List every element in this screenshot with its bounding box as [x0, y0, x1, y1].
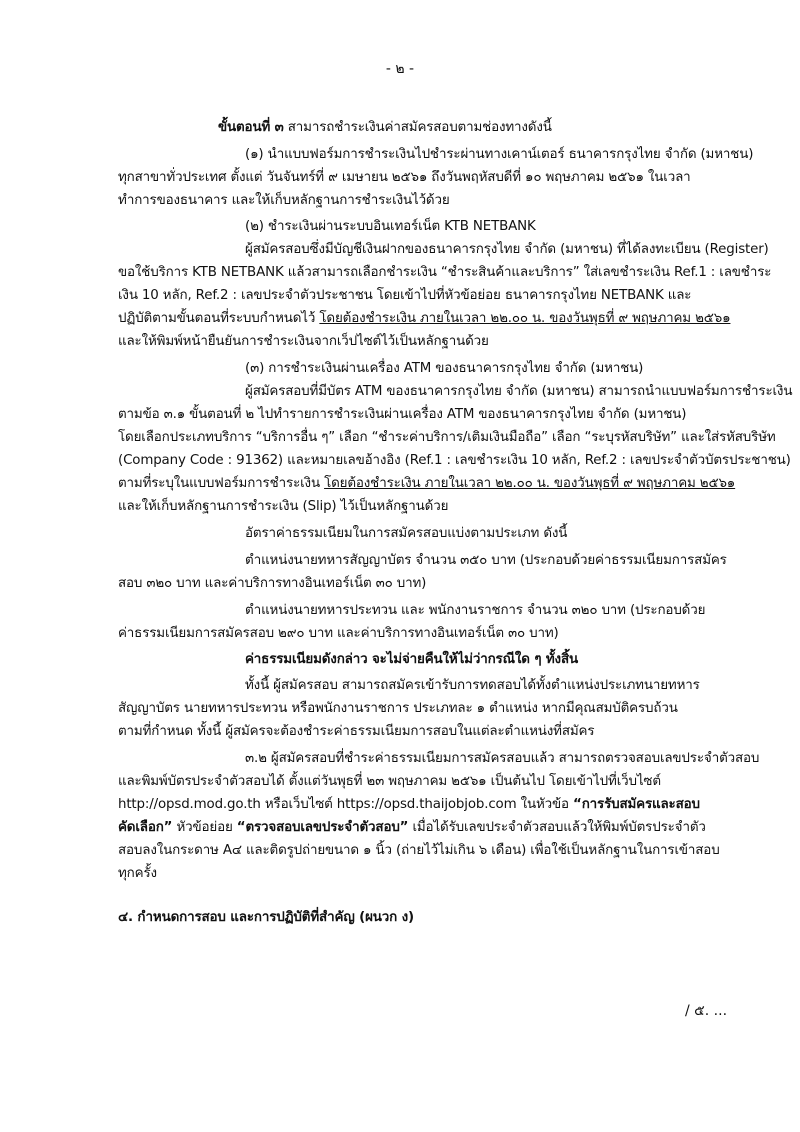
opt1-line: (๑) นำแบบฟอร์มการชำระเงินไปชำระผ่านทางเคาน์เตอร์ ธนาคารกรุงไทย จำกัด (มหาชน)	[245, 147, 754, 162]
opt2-line: ขอใช้บริการ KTB NETBANK แล้วสามารถเลือกชำระเงิน “ชำระสินค้าและบริการ” ใส่เลขชำระเงิน Ref.1 : เลขชำระ	[118, 265, 772, 280]
fees-line: ค่าธรรมเนียมการสมัครสอบ ๒๙๐ บาท และค่าบริการทางอินเทอร์เน็ต ๓๐ บาท)	[118, 626, 559, 641]
section-4-heading: ๔. กำหนดการสอบ และการปฏิบัติที่สำคัญ (ผนวก ง)	[118, 910, 414, 925]
fees-line: สัญญาบัตร นายทหารประทวน หรือพนักงานราชการ ประเภทละ ๑ ตำแหน่ง หากมีคุณสมบัติครบถ้วน	[118, 701, 678, 716]
page-footer: / ๕. ...	[685, 1003, 728, 1019]
fees-line: ตามที่กำหนด ทั้งนี้ ผู้สมัครจะต้องชำระค่าธรรมเนียมการสอบในแต่ละตำแหน่งที่สมัคร	[118, 724, 595, 739]
opt3-deadline: โดยต้องชำระเงิน ภายในเวลา ๒๒.๐๐ น. ของวันพุธที่ ๙ พฤษภาคม ๒๕๖๑	[324, 476, 736, 491]
opt1-line: ทำการของธนาคาร และให้เก็บหลักฐานการชำระเงินไว้ด้วย	[118, 193, 450, 208]
opt3-heading: (๓) การชำระเงินผ่านเครื่อง ATM ของธนาคารกรุงไทย จำกัด (มหาชน)	[245, 361, 644, 376]
no-refund-note: ค่าธรรมเนียมดังกล่าว จะไม่จ่ายคืนให้ไม่ว่ากรณีใด ๆ ทั้งสิ้น	[245, 652, 578, 667]
opt1-line: ทุกสาขาทั่วประเทศ ตั้งแต่ วันจันทร์ที่ ๙ เมษายน ๒๕๖๑ ถึงวันพฤหัสบดีที่ ๑๐ พฤษภาคม ๒๕๖๑ ในเวลา	[118, 170, 691, 185]
step3-heading-line	[218, 118, 552, 138]
fees-line: ตำแหน่งนายทหารสัญญาบัตร จำนวน ๓๕๐ บาท (ประกอบด้วยค่าธรรมเนียมการสมัคร	[245, 553, 727, 568]
sec32-text: http://opsd.mod.go.th หรือเว็บไซต์ https://opsd.thaijobjob.com ในหัวข้อ	[118, 797, 574, 812]
opt2-deadline-line	[118, 309, 730, 329]
sec32-line: ทุกครั้ง	[118, 866, 157, 881]
sec32-line: และพิมพ์บัตรประจำตัวสอบได้ ตั้งแต่วันพุธที่ ๒๓ พฤษภาคม ๒๕๖๑ เป็นต้นไป โดยเข้าไปที่เว็บไซต์	[118, 774, 661, 789]
fees-line: ทั้งนี้ ผู้สมัครสอบ สามารถสมัครเข้ารับการทดสอบได้ทั้งตำแหน่งประเภทนายทหาร	[245, 678, 700, 693]
opt2-line: และให้พิมพ์หน้ายืนยันการชำระเงินจากเว็ปไซต์ไว้เป็นหลักฐานด้วย	[118, 334, 489, 349]
sec32-subtopic-line	[118, 818, 706, 838]
sec32-subtopic: “ตรวจสอบเลขประจำตัวสอบ”	[236, 820, 409, 835]
sec32-text: หัวข้อย่อย	[172, 820, 237, 835]
opt3-line: และให้เก็บหลักฐานการชำระเงิน (Slip) ไว้เป็นหลักฐานด้วย	[118, 499, 449, 514]
sec32-topic: “การรับสมัครและสอบ	[573, 797, 700, 812]
opt3-text: ตามที่ระบุในแบบฟอร์มการชำระเงิน	[118, 476, 325, 491]
sec32-url-line	[118, 795, 700, 815]
opt2-text: ปฏิบัติตามขั้นตอนที่ระบบกำหนดไว้	[118, 311, 320, 326]
opt2-line: เงิน 10 หลัก, Ref.2 : เลขประจำตัวประชาชน โดยเข้าไปที่หัวข้อย่อย ธนาคารกรุงไทย NETBANK และ	[118, 288, 692, 303]
opt3-line: (Company Code : 91362) และหมายเลขอ้างอิง (Ref.1 : เลขชำระเงิน 10 หลัก, Ref.2 : เลขประจำตัวบัตรประชาชน)	[118, 453, 791, 468]
step3-heading: ขั้นตอนที่ ๓	[218, 120, 284, 135]
sec32-line: สอบลงในกระดาษ A๔ และติดรูปถ่ายขนาด ๑ นิ้ว (ถ่ายไว้ไม่เกิน ๖ เดือน) เพื่อใช้เป็นหลักฐานในการเข้าสอบ	[118, 843, 720, 858]
fees-heading: อัตราค่าธรรมเนียมในการสมัครสอบแบ่งตามประเภท ดังนี้	[245, 526, 568, 541]
sec32-topic-cont: คัดเลือก”	[118, 820, 173, 835]
fees-line: ตำแหน่งนายทหารประทวน และ พนักงานราชการ จำนวน ๓๒๐ บาท (ประกอบด้วย	[245, 603, 706, 618]
opt2-line: ผู้สมัครสอบซึ่งมีบัญชีเงินฝากของธนาคารกรุงไทย จำกัด (มหาชน) ที่ได้ลงทะเบียน (Register)	[245, 242, 769, 257]
step3-heading-text: สามารถชำระเงินค่าสมัครสอบตามช่องทางดังนี้	[283, 120, 552, 135]
opt3-line: ผู้สมัครสอบที่มีบัตร ATM ของธนาคารกรุงไทย จำกัด (มหาชน) สามารถนำแบบฟอร์มการชำระเงิน	[245, 384, 793, 399]
page-number: - ๒ -	[385, 61, 415, 77]
opt3-line: โดยเลือกประเภทบริการ “บริการอื่น ๆ” เลือก “ชำระค่าบริการ/เติมเงินมือถือ” เลือก “ระบุรหัสบริษัท” และใส่รหัสบริษัท	[118, 430, 776, 445]
fees-line: สอบ ๓๒๐ บาท และค่าบริการทางอินเทอร์เน็ต ๓๐ บาท)	[118, 576, 427, 591]
opt3-deadline-line	[118, 474, 735, 494]
opt3-line: ตามข้อ ๓.๑ ขั้นตอนที่ ๒ ไปทำรายการชำระเงินผ่านเครื่อง ATM ของธนาคารกรุงไทย จำกัด (มหาชน)	[118, 407, 687, 422]
opt2-heading: (๒) ชำระเงินผ่านระบบอินเทอร์เน็ต KTB NETBANK	[245, 219, 536, 234]
sec32-line: ๓.๒ ผู้สมัครสอบที่ชำระค่าธรรมเนียมการสมัครสอบแล้ว สามารถตรวจสอบเลขประจำตัวสอบ	[245, 751, 760, 766]
opt2-deadline: โดยต้องชำระเงิน ภายในเวลา ๒๒.๐๐ น. ของวันพุธที่ ๙ พฤษภาคม ๒๕๖๑	[319, 311, 731, 326]
sec32-text: เมื่อได้รับเลขประจำตัวสอบแล้วให้พิมพ์บัตรประจำตัว	[408, 820, 706, 835]
